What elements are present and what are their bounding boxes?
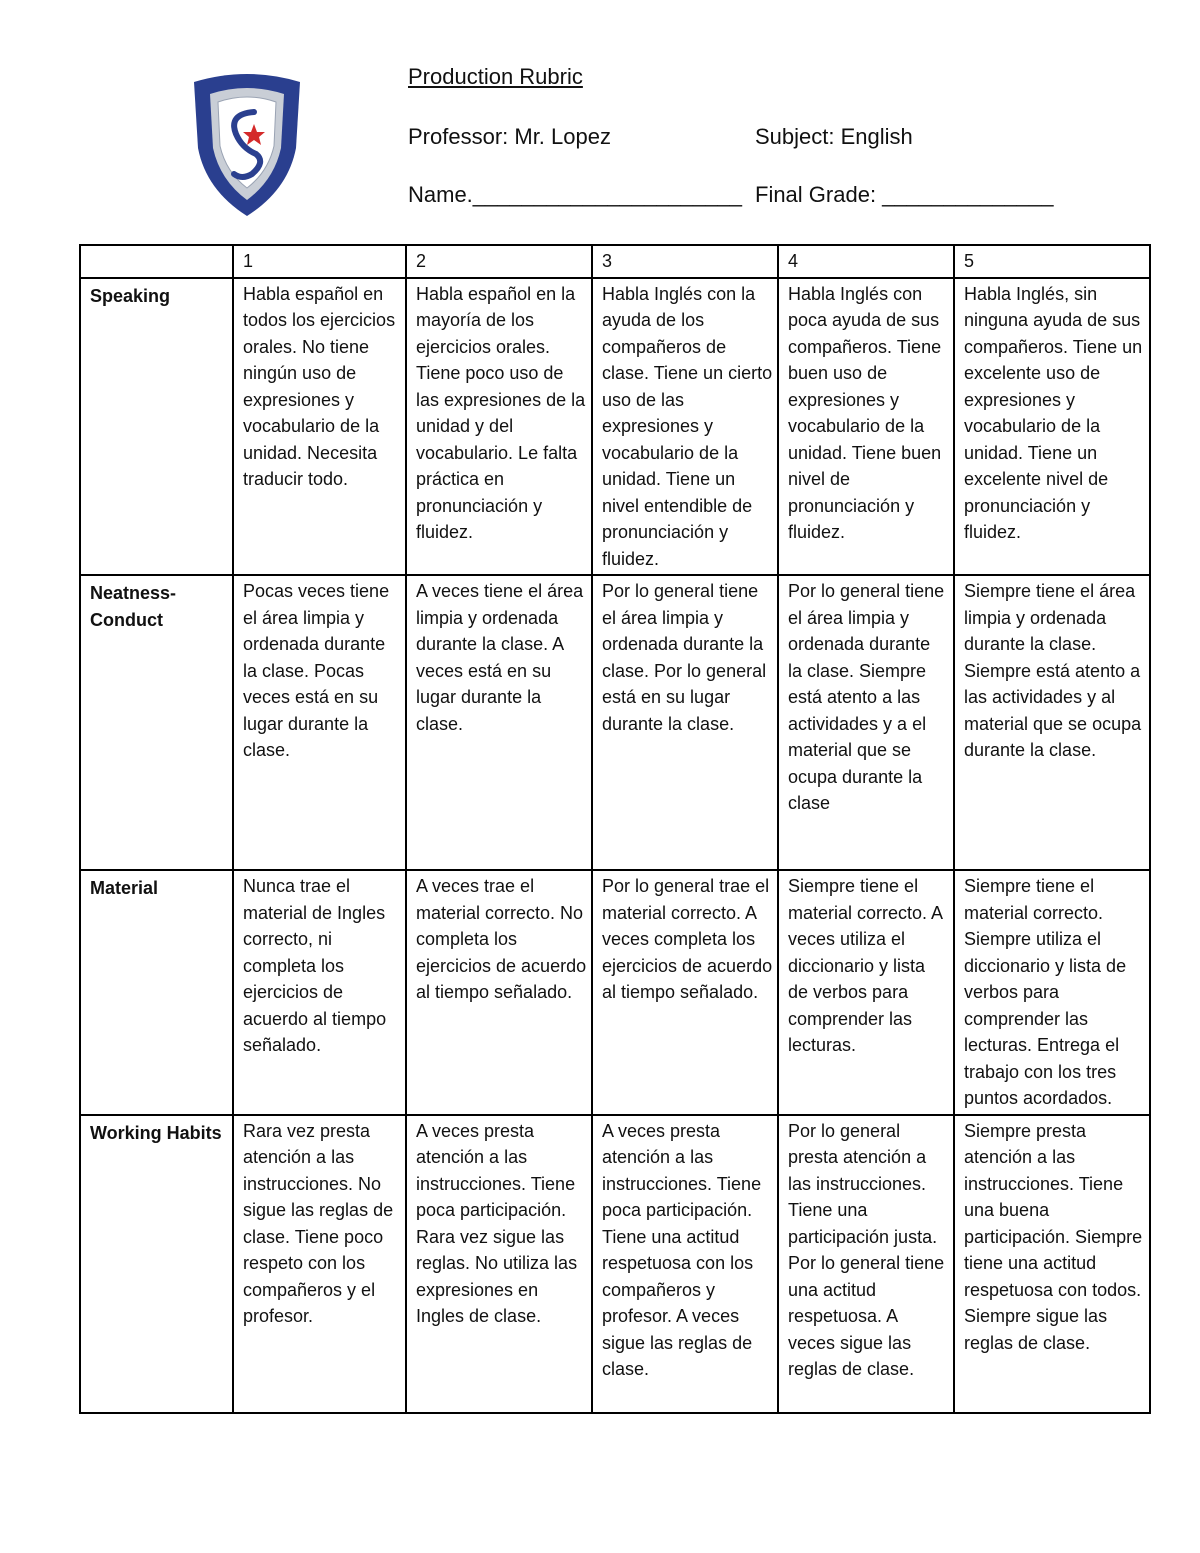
rubric-cell: Habla Inglés con la ayuda de los compañeros de clase. Tiene un cierto uso de las expresiones y vocabulario de la unidad. Tiene un nivel entendible de pronunciación y fluidez. (592, 278, 778, 576)
table-row (80, 575, 1150, 870)
level-header: 1 (233, 245, 406, 278)
rubric-cell: Siempre tiene el material correcto. Siempre utiliza el diccionario y lista de verbos para comprender las lecturas. Entrega el trabajo con los tres puntos acordados. (954, 870, 1150, 1115)
final-grade-field[interactable]: Final Grade: ______________ (755, 182, 1054, 207)
level-header: 3 (592, 245, 778, 278)
rubric-cell: Habla español en la mayoría de los ejercicios orales. Tiene poco uso de las expresiones de la unidad y del vocabulario. Le falta práctica en pronunciación y fluidez. (406, 278, 592, 576)
rubric-cell: Por lo general presta atención a las instrucciones. Tiene una participación justa. Por lo general tiene una actitud respetuosa. A veces sigue las reglas de clase. (778, 1115, 954, 1413)
level-header: 4 (778, 245, 954, 278)
category-label: Working Habits (80, 1115, 233, 1413)
table-row (80, 1115, 1150, 1413)
document-title: Production Rubric (408, 64, 583, 89)
rubric-cell: Siempre tiene el área limpia y ordenada durante la clase. Siempre está atento a las actividades y al material que se ocupa durante la clase. (954, 575, 1150, 870)
rubric-cell: Habla Inglés, sin ninguna ayuda de sus compañeros. Tiene un excelente uso de expresiones y vocabulario de la unidad. Tiene un excelente nivel de pronunciación y fluidez. (954, 278, 1150, 576)
category-label: Neatness- Conduct (80, 575, 233, 870)
category-label: Speaking (80, 278, 233, 576)
rubric-cell: A veces trae el material correcto. No completa los ejercicios de acuerdo al tiempo señalado. (406, 870, 592, 1115)
rubric-cell: Siempre presta atención a las instrucciones. Tiene una buena participación. Siempre tiene una actitud respetuosa con todos. Siempre sigue las reglas de clase. (954, 1115, 1150, 1413)
student-name-field[interactable]: Name.______________________ (408, 182, 742, 207)
rubric-cell: Habla español en todos los ejercicios orales. No tiene ningún uso de expresiones y vocabulario de la unidad. Necesita traducir todo. (233, 278, 406, 576)
school-crest-logo (184, 70, 310, 218)
rubric-cell: Por lo general tiene el área limpia y ordenada durante la clase. Por lo general está en su lugar durante la clase. (592, 575, 778, 870)
header-corner-cell (80, 245, 233, 278)
rubric-cell: Nunca trae el material de Ingles correcto, ni completa los ejercicios de acuerdo al tiempo señalado. (233, 870, 406, 1115)
rubric-cell: A veces tiene el área limpia y ordenada durante la clase. A veces está en su lugar durante la clase. (406, 575, 592, 870)
level-header: 5 (954, 245, 1150, 278)
rubric-cell: Pocas veces tiene el área limpia y ordenada durante la clase. Pocas veces está en su lugar durante la clase. (233, 575, 406, 870)
subject-label: Subject: English (755, 124, 913, 149)
rubric-table (79, 244, 1151, 1414)
category-label: Material (80, 870, 233, 1115)
rubric-cell: Rara vez presta atención a las instrucciones. No sigue las reglas de clase. Tiene poco respeto con los compañeros y el profesor. (233, 1115, 406, 1413)
table-row (80, 870, 1150, 1115)
table-header-row (80, 245, 1150, 278)
rubric-cell: Siempre tiene el material correcto. A veces utiliza el diccionario y lista de verbos para comprender las lecturas. (778, 870, 954, 1115)
rubric-cell: A veces presta atención a las instrucciones. Tiene poca participación. Rara vez sigue las reglas. No utiliza las expresiones en Ingles de clase. (406, 1115, 592, 1413)
professor-label: Professor: Mr. Lopez (408, 124, 611, 149)
rubric-cell: Habla Inglés con poca ayuda de sus compañeros. Tiene buen uso de expresiones y vocabulario de la unidad. Tiene buen nivel de pronunciación y fluidez. (778, 278, 954, 576)
rubric-cell: A veces presta atención a las instrucciones. Tiene poca participación. Tiene una actitud respetuosa con los compañeros y profesor. A veces sigue las reglas de clase. (592, 1115, 778, 1413)
level-header: 2 (406, 245, 592, 278)
rubric-cell: Por lo general trae el material correcto. A veces completa los ejercicios de acuerdo al tiempo señalado. (592, 870, 778, 1115)
rubric-cell: Por lo general tiene el área limpia y ordenada durante la clase. Siempre está atento a las actividades y a el material que se ocupa durante la clase (778, 575, 954, 870)
table-row (80, 278, 1150, 576)
